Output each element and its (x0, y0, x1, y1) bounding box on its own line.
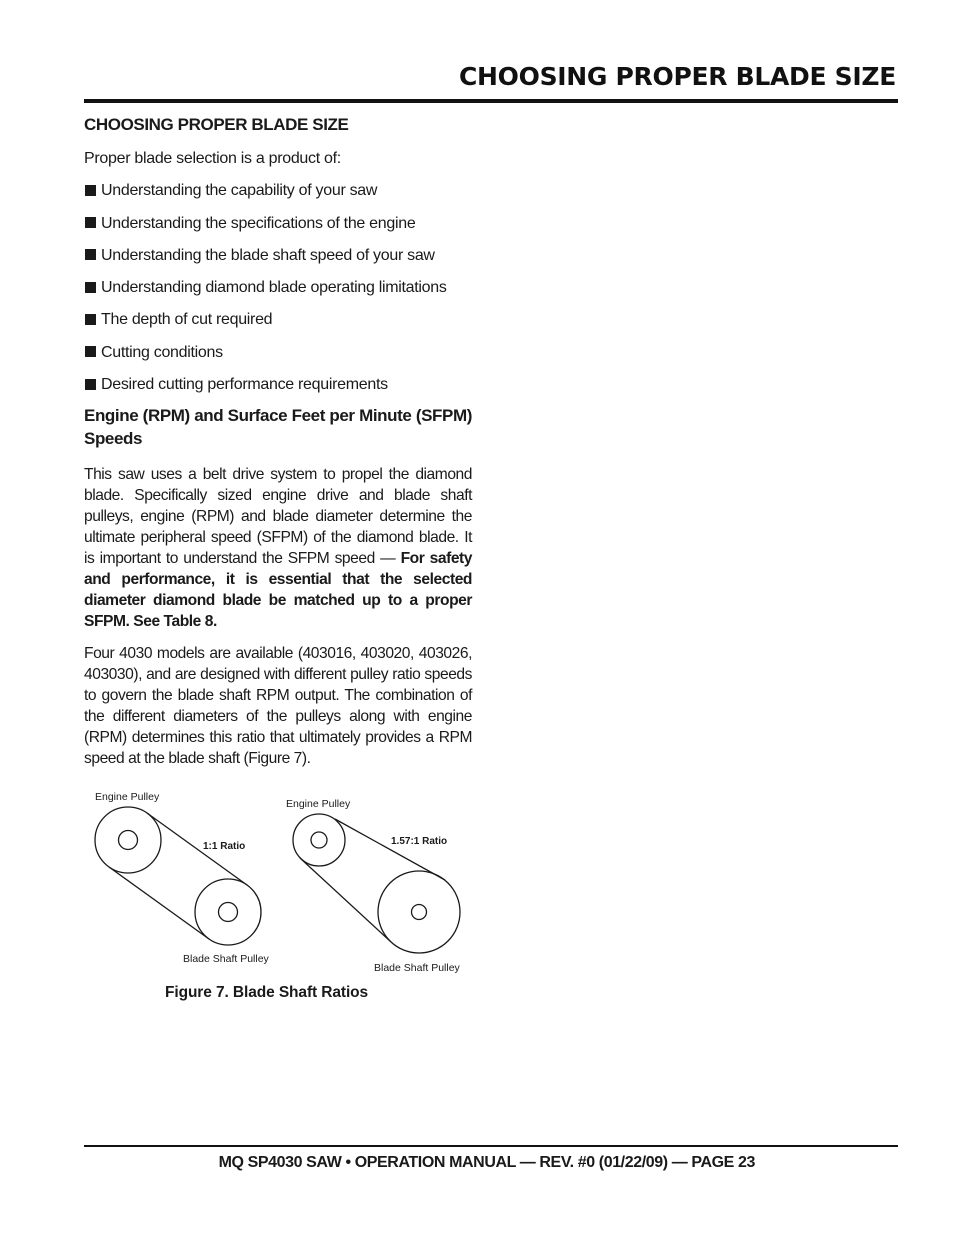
square-bullet-icon (85, 379, 96, 390)
list-item (84, 277, 472, 299)
ratio-label: 1:1 Ratio (203, 841, 246, 852)
list-item-text: Cutting conditions (101, 343, 223, 361)
blade-shaft-pulley-label: Blade Shaft Pulley (183, 953, 269, 965)
title-rule (84, 99, 898, 103)
pulley-pair-1-57-1 (293, 814, 460, 953)
square-bullet-icon (85, 185, 96, 196)
section-heading: CHOOSING PROPER BLADE SIZE (84, 115, 349, 134)
list-item (84, 213, 472, 235)
engine-pulley-hub (311, 832, 327, 848)
intro-text: Proper blade selection is a product of: (84, 150, 341, 167)
main-column (84, 112, 472, 769)
blade-shaft-pulley-circle (195, 879, 261, 945)
square-bullet-icon (85, 314, 96, 325)
belt-line (109, 867, 209, 939)
list-item-text: Understanding the blade shaft speed of your saw (101, 246, 435, 264)
blade-shaft-pulley-hub (219, 903, 238, 922)
list-item (84, 245, 472, 267)
engine-pulley-circle (95, 807, 161, 873)
list-item-text: Understanding the specifications of the engine (101, 214, 416, 232)
ratio-label: 1.57:1 Ratio (391, 836, 448, 847)
figure-caption: Figure 7. Blade Shaft Ratios (165, 984, 369, 1001)
blade-shaft-ratios-figure (84, 785, 484, 975)
square-bullet-icon (85, 217, 96, 228)
engine-pulley-hub (119, 831, 138, 850)
page-title: CHOOSING PROPER BLADE SIZE (459, 62, 896, 91)
square-bullet-icon (85, 346, 96, 357)
list-item (84, 309, 472, 331)
list-item-text: The depth of cut required (101, 311, 273, 329)
paragraph-belt-drive (84, 464, 472, 632)
list-item-text: Desired cutting performance requirements (101, 376, 388, 394)
paragraph-text: This saw uses a belt drive system to propel the diamond blade. Specifically sized engine drive and blade shaft pulleys, engine (RPM) and blade diameter determine the ultimate peripheral speed (SFPM) of the diamond blade. It is important to understand the SFPM speed — (84, 466, 472, 568)
paragraph-models: Four 4030 models are available (403016, 403020, 403026, 403030), and are designed with different pulley ratio speeds to govern the blade shaft RPM output. The combination of the different diameters of the pulleys along with engine (RPM) determines this ratio that ultimately provides a RPM speed at the blade shaft (Figure 7). (84, 645, 472, 768)
belt-line (335, 819, 448, 880)
blade-shaft-pulley-circle (378, 871, 460, 953)
bullet-list (84, 180, 472, 396)
page-footer: MQ SP4030 SAW • OPERATION MANUAL — REV. #0 (01/22/09) — PAGE 23 (218, 1154, 755, 1171)
safety-emphasis: For safety and performance, it is essential that the selected diameter diamond blade be matched up to a proper SFPM. See Table 8. (84, 550, 473, 631)
pulley-pair-1-1 (95, 807, 261, 945)
square-bullet-icon (85, 249, 96, 260)
pulley-diagram (84, 785, 484, 975)
list-item (84, 374, 472, 396)
list-item-text: Understanding diamond blade operating limitations (101, 279, 447, 297)
subsection-heading: Engine (RPM) and Surface Feet per Minute (SFPM) Speeds (84, 406, 472, 449)
list-item-text: Understanding the capability of your saw (101, 182, 378, 200)
engine-pulley-label: Engine Pulley (286, 798, 351, 810)
footer-rule (84, 1145, 898, 1147)
list-item (84, 180, 472, 202)
blade-shaft-pulley-label: Blade Shaft Pulley (374, 962, 460, 974)
engine-pulley-label: Engine Pulley (95, 791, 160, 803)
square-bullet-icon (85, 282, 96, 293)
list-item (84, 342, 472, 364)
blade-shaft-pulley-hub (412, 905, 427, 920)
belt-line (300, 858, 390, 941)
